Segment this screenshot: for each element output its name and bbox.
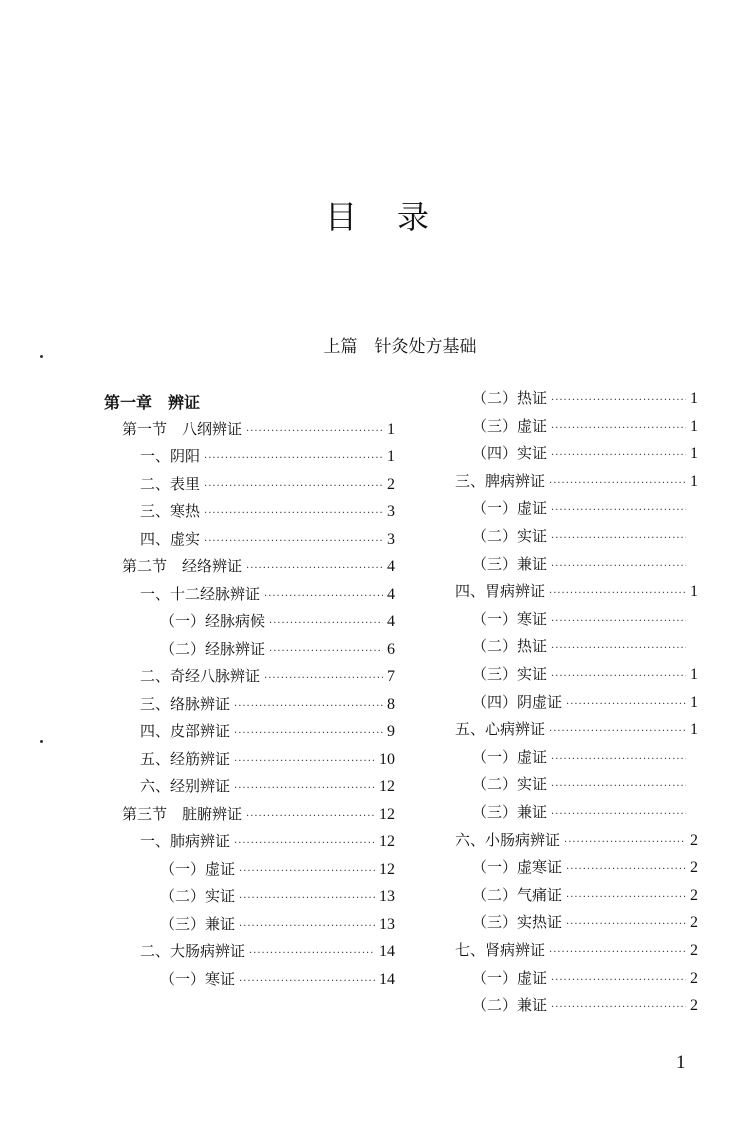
toc-entry xyxy=(104,390,395,414)
toc-entry-page: 2 xyxy=(690,859,698,877)
toc-entry xyxy=(122,803,395,827)
toc-entry-page: 2 xyxy=(690,914,698,932)
toc-entry xyxy=(140,473,395,497)
toc-entry-label: 第三节 脏腑辨证 xyxy=(122,804,243,823)
dot-leader xyxy=(269,618,383,629)
toc-entry-page: 4 xyxy=(387,613,395,630)
toc-entry xyxy=(122,555,395,579)
toc-entry-label: 五、心病辨证 xyxy=(455,720,546,739)
toc-entry xyxy=(122,418,395,442)
dot-leader xyxy=(549,478,686,489)
toc-entry xyxy=(140,500,395,524)
toc-entry-page: 2 xyxy=(690,997,698,1015)
toc-entry-label: （三）实证 xyxy=(472,665,548,683)
toc-entry-label: （一）虚证 xyxy=(160,859,236,878)
dot-leader xyxy=(551,975,686,986)
toc-entry xyxy=(455,829,698,853)
toc-entry-page: 1 xyxy=(690,666,698,683)
toc-entry-label: （二）热证 xyxy=(472,637,548,656)
toc-entry-label: （二）热证 xyxy=(472,389,548,407)
toc-entry-label: （四）阴虚证 xyxy=(472,692,563,711)
toc-entry xyxy=(140,693,395,717)
toc-entry-label: （二）实证 xyxy=(472,527,548,545)
dot-leader xyxy=(204,508,383,519)
toc-entry-label: 二、奇经八脉辨证 xyxy=(140,667,261,685)
dot-leader xyxy=(234,838,375,849)
toc-entry-label: （一）虚证 xyxy=(472,968,548,987)
toc-entry-page: 6 xyxy=(387,640,395,658)
dot-leader xyxy=(549,947,686,958)
toc-entry-label: 一、肺病辨证 xyxy=(140,832,231,850)
toc-entry-label: （一）虚证 xyxy=(472,747,548,766)
toc-entry-page: 1 xyxy=(690,417,698,435)
dot-leader xyxy=(551,533,686,544)
toc-entry xyxy=(160,638,395,662)
toc-title: 目录 xyxy=(324,198,469,236)
toc-entry xyxy=(472,994,698,1018)
toc-entry xyxy=(472,553,698,577)
toc-entry xyxy=(472,608,698,632)
toc-entry xyxy=(160,885,395,909)
toc-entry-label: 四、皮部辨证 xyxy=(140,722,231,740)
toc-entry-page: 10 xyxy=(379,750,395,768)
toc-entry xyxy=(472,635,698,659)
dot-leader xyxy=(551,809,686,820)
dot-leader xyxy=(566,892,686,903)
toc-entry-page: 2 xyxy=(690,831,698,849)
dot-leader xyxy=(566,699,686,710)
dot-leader xyxy=(551,1002,686,1013)
dot-leader xyxy=(551,616,686,627)
toc-entry xyxy=(455,580,698,604)
toc-entry xyxy=(472,746,698,770)
dot-leader xyxy=(549,726,686,737)
toc-entry xyxy=(140,665,395,689)
page-number: 1 xyxy=(676,1052,686,1073)
toc-entry-page: 2 xyxy=(690,886,698,904)
dot-leader xyxy=(239,866,375,877)
toc-entry-page: 2 xyxy=(690,942,698,959)
toc-entry-label: （三）实热证 xyxy=(472,913,563,932)
dot-leader xyxy=(246,563,383,574)
toc-entry-page: 1 xyxy=(690,583,698,601)
dot-leader xyxy=(551,450,686,461)
dot-leader xyxy=(551,561,686,572)
toc-entry-label: 二、表里 xyxy=(140,474,201,493)
toc-entry-page: 4 xyxy=(387,558,395,575)
toc-entry-label: 二、大肠病辨证 xyxy=(140,942,246,960)
toc-entry-page: 1 xyxy=(690,472,698,490)
toc-entry-label: 六、小肠病辨证 xyxy=(455,830,561,849)
toc-entry xyxy=(472,884,698,908)
toc-entry-label: 第一章 辨证 xyxy=(104,393,201,412)
dot-leader xyxy=(551,643,686,654)
dot-leader xyxy=(551,395,686,406)
dot-leader xyxy=(566,919,686,930)
dot-leader xyxy=(234,783,375,794)
toc-entry-page: 2 xyxy=(387,475,395,493)
toc-entry xyxy=(472,663,698,687)
toc-entry-page: 12 xyxy=(379,860,395,878)
dot-leader xyxy=(269,646,383,657)
toc-entry-label: （一）经脉病候 xyxy=(160,612,266,630)
toc-entry-label: 五、经筋辨证 xyxy=(140,749,231,768)
toc-entry-label: 三、寒热 xyxy=(140,502,201,520)
toc-entry-page: 1 xyxy=(690,721,698,739)
toc-entry xyxy=(472,856,698,880)
toc-entry-page: 14 xyxy=(379,970,395,988)
dot-leader xyxy=(564,837,686,848)
toc-entry-label: （三）兼证 xyxy=(160,914,236,933)
part-heading: 上篇 针灸处方基础 xyxy=(323,337,477,357)
toc-entry-page: 13 xyxy=(379,915,395,933)
toc-entry-label: （一）虚证 xyxy=(472,499,548,518)
dot-leader xyxy=(549,588,686,599)
dot-leader xyxy=(551,671,686,682)
toc-entry xyxy=(140,748,395,772)
toc-entry-label: 三、脾病辨证 xyxy=(455,471,546,490)
toc-entry xyxy=(472,773,698,797)
dot-leader xyxy=(264,673,383,684)
toc-entry-page: 4 xyxy=(387,585,395,603)
toc-entry-label: （四）实证 xyxy=(472,444,548,463)
toc-entry-page: 12 xyxy=(379,805,395,823)
toc-entry-page: 3 xyxy=(387,530,395,548)
toc-entry-page: 1 xyxy=(387,420,395,438)
toc-entry-page: 3 xyxy=(387,503,395,520)
toc-entry-page: 1 xyxy=(690,390,698,407)
toc-entry xyxy=(455,939,698,963)
toc-entry xyxy=(160,858,395,882)
dot-leader xyxy=(551,781,686,792)
toc-entry-page: 2 xyxy=(690,969,698,987)
toc-entry xyxy=(472,967,698,991)
toc-entry xyxy=(455,718,698,742)
dot-leader xyxy=(234,701,383,712)
toc-entry-label: （二）气痛证 xyxy=(472,885,563,904)
toc-entry xyxy=(472,497,698,521)
dot-leader xyxy=(246,811,375,822)
dot-leader xyxy=(239,976,375,987)
toc-entry xyxy=(472,387,698,411)
toc-entry-label: （二）兼证 xyxy=(472,996,548,1015)
toc-entry-page: 1 xyxy=(690,693,698,711)
toc-entry-page: 12 xyxy=(379,778,395,795)
dot-leader xyxy=(264,591,383,602)
scan-speck xyxy=(40,740,43,743)
toc-entry xyxy=(140,528,395,552)
toc-entry-label: 四、胃病辨证 xyxy=(455,582,546,601)
dot-leader xyxy=(234,756,375,767)
toc-entry-label: 一、阴阳 xyxy=(140,447,201,465)
toc-entry xyxy=(140,830,395,854)
toc-entry-label: （一）寒证 xyxy=(160,969,236,988)
toc-entry xyxy=(140,445,395,469)
dot-leader xyxy=(204,536,383,547)
toc-entry-label: 一、十二经脉辨证 xyxy=(140,584,261,603)
dot-leader xyxy=(246,426,383,437)
toc-entry-label: （三）虚证 xyxy=(472,416,548,435)
toc-entry-label: （三）兼证 xyxy=(472,554,548,573)
toc-entry-label: 三、络脉辨证 xyxy=(140,694,231,713)
toc-entry xyxy=(472,415,698,439)
toc-entry-label: （三）兼证 xyxy=(472,803,548,821)
toc-entry-label: 四、虚实 xyxy=(140,529,201,548)
toc-entry xyxy=(472,525,698,549)
toc-entry xyxy=(140,775,395,799)
dot-leader xyxy=(239,893,375,904)
toc-entry-page: 8 xyxy=(387,695,395,713)
dot-leader xyxy=(566,864,686,875)
toc-entry-label: 第一节 八纲辨证 xyxy=(122,419,243,438)
dot-leader xyxy=(551,505,686,516)
toc-entry-label: （一）寒证 xyxy=(472,609,548,628)
toc-entry xyxy=(140,583,395,607)
toc-entry-label: （二）实证 xyxy=(160,887,236,905)
toc-entry-label: 第二节 经络辨证 xyxy=(122,557,243,575)
toc-entry-label: （二）经脉辨证 xyxy=(160,639,266,658)
toc-entry-label: （二）实证 xyxy=(472,775,548,794)
toc-entry-page: 1 xyxy=(387,448,395,465)
dot-leader xyxy=(239,921,375,932)
toc-entry-page: 14 xyxy=(379,943,395,960)
toc-entry-page: 12 xyxy=(379,833,395,850)
toc-entry xyxy=(160,610,395,634)
toc-entry xyxy=(472,801,698,825)
toc-entry-label: 六、经别辨证 xyxy=(140,777,231,795)
dot-leader xyxy=(204,453,383,464)
toc-entry xyxy=(160,968,395,992)
toc-entry xyxy=(472,442,698,466)
toc-entry xyxy=(140,720,395,744)
toc-entry xyxy=(160,913,395,937)
dot-leader xyxy=(249,948,375,959)
toc-entry-page: 1 xyxy=(690,445,698,463)
toc-entry-label: 七、肾病辨证 xyxy=(455,941,546,959)
toc-entry-label: （一）虚寒证 xyxy=(472,858,563,877)
toc-entry xyxy=(472,911,698,935)
toc-entry xyxy=(140,940,395,964)
toc-entry xyxy=(455,470,698,494)
dot-leader xyxy=(234,728,383,739)
toc-entry-page: 13 xyxy=(379,888,395,905)
dot-leader xyxy=(551,754,686,765)
scan-speck xyxy=(40,355,43,358)
dot-leader xyxy=(551,423,686,434)
toc-entry-page: 9 xyxy=(387,723,395,740)
dot-leader xyxy=(204,481,383,492)
toc-entry xyxy=(472,691,698,715)
toc-entry-page: 7 xyxy=(387,668,395,685)
